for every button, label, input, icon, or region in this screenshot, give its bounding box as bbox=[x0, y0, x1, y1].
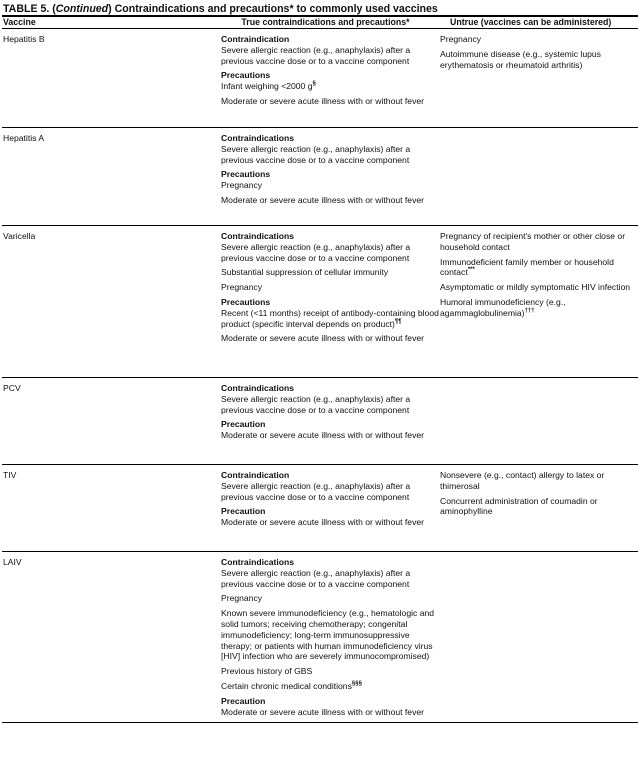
section-heading: Contraindication bbox=[221, 34, 290, 44]
table-body bbox=[2, 29, 638, 722]
bottom-rule bbox=[2, 722, 638, 723]
contraindication-section bbox=[221, 133, 440, 165]
list-item: Moderate or severe acute illness with or without fever bbox=[221, 95, 425, 106]
list-item: Humoral immunodeficiency (e.g., agammaglobulinemia)††† bbox=[440, 296, 566, 318]
vaccine-cell: PCV bbox=[3, 383, 21, 393]
table-page bbox=[2, 0, 638, 723]
vaccine-cell: Hepatitis B bbox=[3, 34, 45, 44]
section-heading: Precautions bbox=[221, 169, 271, 180]
untrue-cell bbox=[440, 29, 638, 127]
list-item: Concurrent administration of coumadin or aminophylline bbox=[440, 495, 598, 517]
list-item: Asymptomatic or mildly symptomatic HIV infection bbox=[440, 282, 631, 293]
table-title: TABLE 5. (Continued) Contraindications and precautions* to commonly used vaccines bbox=[3, 3, 438, 15]
untrue-cell bbox=[440, 128, 638, 225]
list-item: Moderate or severe acute illness with or without fever bbox=[221, 430, 425, 441]
list-item: Severe allergic reaction (e.g., anaphylaxis) after a previous vaccine dose or to a vaccine component bbox=[221, 241, 411, 263]
section-heading: Precaution bbox=[221, 506, 266, 517]
header-vaccine: Vaccine bbox=[3, 17, 36, 27]
vaccine-cell: Varicella bbox=[3, 231, 36, 241]
list-item: Severe allergic reaction (e.g., anaphylaxis) after a previous vaccine dose or to a vaccine component bbox=[221, 393, 411, 415]
list-item: Severe allergic reaction (e.g., anaphylaxis) after a previous vaccine dose or to a vaccine component bbox=[221, 567, 411, 589]
header-true-contraindications: True contraindications and precautions* bbox=[241, 17, 410, 27]
vaccine-cell: Hepatitis A bbox=[3, 133, 45, 143]
table-row bbox=[2, 464, 638, 551]
section-heading: Contraindications bbox=[221, 383, 295, 393]
contraindication-section bbox=[221, 470, 440, 502]
contraindication-section bbox=[221, 383, 440, 415]
contraindication-section bbox=[221, 169, 440, 205]
true-contraindications-cell bbox=[221, 226, 440, 377]
list-item: Pregnancy bbox=[221, 593, 263, 604]
list-item: Infant weighing <2000 g§ bbox=[221, 81, 316, 92]
contraindication-section bbox=[221, 696, 440, 718]
list-item: Moderate or severe acute illness with or without fever bbox=[221, 517, 425, 528]
list-item: Severe allergic reaction (e.g., anaphylaxis) after a previous vaccine dose or to a vaccine component bbox=[221, 44, 411, 66]
contraindication-section bbox=[221, 557, 440, 692]
list-item: Severe allergic reaction (e.g., anaphylaxis) after a previous vaccine dose or to a vaccine component bbox=[221, 480, 411, 502]
contraindication-section bbox=[221, 34, 440, 66]
table-row bbox=[2, 225, 638, 377]
vaccine-cell: TIV bbox=[3, 470, 17, 480]
list-item: Pregnancy of recipient's mother or other close or household contact bbox=[440, 231, 626, 252]
section-heading: Precautions bbox=[221, 70, 271, 81]
section-heading: Contraindications bbox=[221, 557, 295, 567]
untrue-cell bbox=[440, 465, 638, 551]
true-contraindications-cell bbox=[221, 552, 440, 722]
list-item: Pregnancy bbox=[440, 34, 482, 44]
list-item: Nonsevere (e.g., contact) allergy to latex or thimerosal bbox=[440, 470, 605, 491]
section-heading: Contraindications bbox=[221, 133, 295, 143]
list-item: Known severe immunodeficiency (e.g., hematologic and solid tumors; receiving chemotherapy; congenital immunodeficiency; long-term immunosuppressive therapy; or patients with human immunodeficiency virus [HIV] infection who are severely immunocompromised) bbox=[221, 608, 435, 662]
section-heading: Precaution bbox=[221, 419, 266, 430]
list-item: Pregnancy bbox=[221, 282, 263, 293]
list-item: Autoimmune disease (e.g., systemic lupus erythematosis or rheumatoid arthritis) bbox=[440, 48, 601, 70]
list-item: Substantial suppression of cellular immunity bbox=[221, 267, 389, 278]
contraindication-section bbox=[221, 419, 440, 441]
section-heading: Contraindications bbox=[221, 231, 295, 241]
untrue-cell bbox=[440, 226, 638, 377]
contraindication-section bbox=[221, 297, 440, 344]
list-item: Moderate or severe acute illness with or without fever bbox=[221, 194, 425, 205]
true-contraindications-cell bbox=[221, 29, 440, 127]
table-row bbox=[2, 377, 638, 464]
contraindication-section bbox=[221, 506, 440, 528]
list-item: Certain chronic medical conditions§§§ bbox=[221, 680, 362, 691]
untrue-cell bbox=[440, 378, 638, 464]
table-header bbox=[2, 17, 638, 28]
header-untrue: Untrue (vaccines can be administered) bbox=[450, 17, 612, 27]
true-contraindications-cell bbox=[221, 465, 440, 551]
list-item: Immunodeficient family member or household contact*** bbox=[440, 256, 614, 278]
true-contraindications-cell bbox=[221, 378, 440, 464]
list-item: Recent (<11 months) receipt of antibody-containing blood product (specific interval depends on product)¶¶ bbox=[221, 307, 439, 329]
untrue-cell bbox=[440, 552, 638, 722]
list-item: Severe allergic reaction (e.g., anaphylaxis) after a previous vaccine dose or to a vaccine component bbox=[221, 143, 411, 165]
contraindication-section bbox=[221, 70, 440, 106]
vaccine-cell: LAIV bbox=[3, 557, 22, 567]
contraindication-section bbox=[221, 231, 440, 293]
section-heading: Precaution bbox=[221, 695, 266, 706]
list-item: Pregnancy bbox=[221, 180, 263, 191]
table-row bbox=[2, 29, 638, 127]
table-row bbox=[2, 551, 638, 722]
list-item: Moderate or severe acute illness with or without fever bbox=[221, 706, 425, 717]
section-heading: Contraindication bbox=[221, 470, 290, 480]
table-row bbox=[2, 127, 638, 225]
list-item: Previous history of GBS bbox=[221, 666, 313, 677]
section-heading: Precautions bbox=[221, 296, 271, 307]
true-contraindications-cell bbox=[221, 128, 440, 225]
list-item: Moderate or severe acute illness with or without fever bbox=[221, 333, 425, 344]
